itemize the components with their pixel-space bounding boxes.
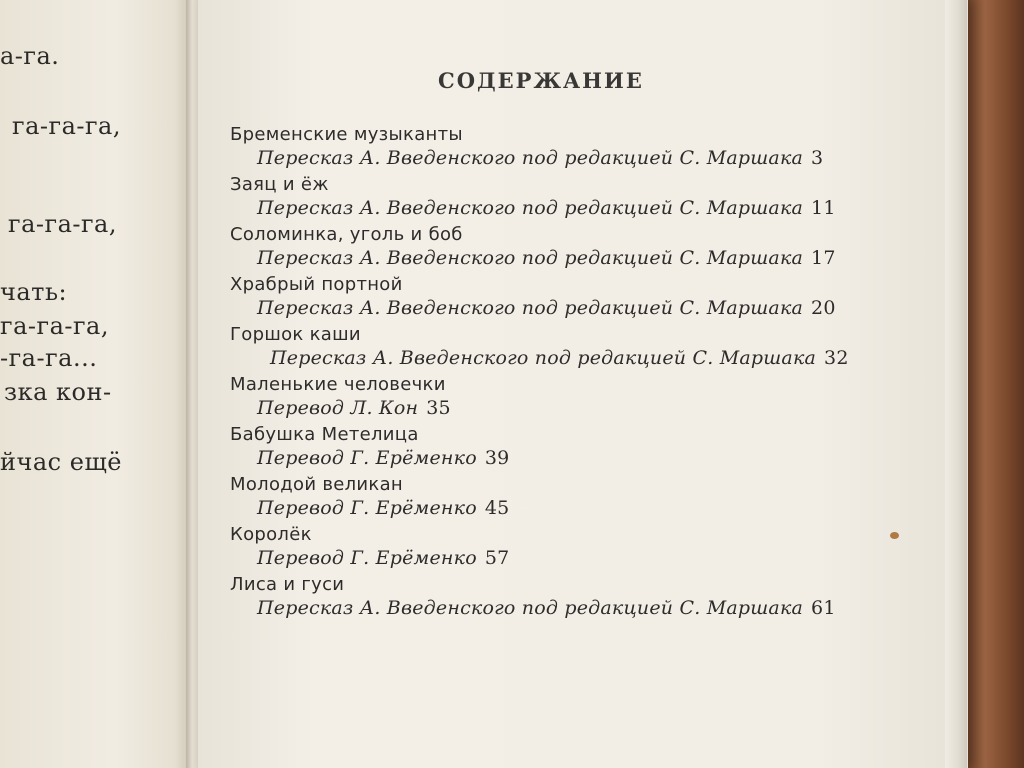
toc-entry-credit bbox=[257, 297, 836, 319]
toc-entry-page: 39 bbox=[484, 447, 510, 469]
toc-entry-page: 61 bbox=[811, 597, 836, 619]
left-page-line: га-га-га, bbox=[12, 112, 121, 140]
toc-entry-page: 35 bbox=[426, 397, 451, 419]
toc-entry-credit-text: Перевод Л. Кон bbox=[257, 397, 419, 419]
left-page-line: чать: bbox=[0, 278, 68, 306]
toc-entry-credit bbox=[257, 147, 823, 169]
toc-entry-page: 32 bbox=[824, 347, 849, 369]
toc-entry-page: 20 bbox=[811, 297, 836, 319]
left-page-line: зка кон- bbox=[4, 378, 112, 406]
toc-entry-page: 3 bbox=[811, 147, 824, 169]
toc-entry-credit-text: Пересказ А. Введенского под редакцией С. Маршака bbox=[257, 597, 804, 619]
toc-entry-credit-text: Перевод Г. Ерёменко bbox=[257, 447, 477, 469]
left-page bbox=[0, 0, 190, 768]
wooden-table bbox=[964, 0, 1024, 768]
toc-entry-credit bbox=[257, 197, 836, 219]
toc-entry-title: Маленькие человечки bbox=[230, 374, 446, 395]
toc-entry-credit-text: Пересказ А. Введенского под редакцией С. Маршака bbox=[257, 197, 804, 219]
toc-entry-title: Горшок каши bbox=[230, 324, 361, 345]
toc-entry-credit-text: Пересказ А. Введенского под редакцией С. Маршака bbox=[257, 297, 804, 319]
toc-entry-title: Храбрый портной bbox=[230, 274, 403, 295]
toc-entry-title: Заяц и ёж bbox=[230, 174, 329, 195]
left-page-line: а-га. bbox=[0, 42, 60, 70]
toc-entry-credit bbox=[257, 447, 509, 469]
left-page-line: га-га-га, bbox=[0, 312, 109, 340]
paper-stain bbox=[890, 532, 899, 539]
toc-entry-page: 57 bbox=[484, 547, 510, 569]
toc-entry-credit-text: Пересказ А. Введенского под редакцией С. Маршака bbox=[270, 347, 817, 369]
toc-entry-credit bbox=[270, 347, 849, 369]
toc-heading: СОДЕРЖАНИЕ bbox=[438, 68, 644, 93]
toc-entry-credit bbox=[257, 597, 836, 619]
left-page-line: -га-га... bbox=[0, 344, 98, 372]
toc-entry-credit-text: Пересказ А. Введенского под редакцией С. Маршака bbox=[257, 147, 804, 169]
toc-entry-credit bbox=[257, 547, 509, 569]
page-edge bbox=[945, 0, 967, 768]
toc-entry-credit-text: Перевод Г. Ерёменко bbox=[257, 547, 477, 569]
left-page-line: йчас ещё bbox=[0, 448, 122, 476]
toc-entry-credit bbox=[257, 497, 509, 519]
toc-entry-title: Бременские музыканты bbox=[230, 124, 463, 145]
toc-entry-credit bbox=[257, 247, 836, 269]
toc-entry-title: Королёк bbox=[230, 524, 312, 545]
toc-entry-page: 45 bbox=[484, 497, 510, 519]
toc-entry-page: 17 bbox=[811, 247, 836, 269]
toc-entry-title: Лиса и гуси bbox=[230, 574, 345, 595]
toc-entry-credit-text: Перевод Г. Ерёменко bbox=[257, 497, 477, 519]
toc-entry-title: Молодой великан bbox=[230, 474, 403, 495]
toc-entry-credit-text: Пересказ А. Введенского под редакцией С. Маршака bbox=[257, 247, 804, 269]
left-page-line: га-га-га, bbox=[8, 210, 117, 238]
toc-entry-title: Соломинка, уголь и боб bbox=[230, 224, 463, 245]
toc-entry-title: Бабушка Метелица bbox=[230, 424, 419, 445]
toc-entry-page: 11 bbox=[811, 197, 836, 219]
toc-entry-credit bbox=[257, 397, 451, 419]
